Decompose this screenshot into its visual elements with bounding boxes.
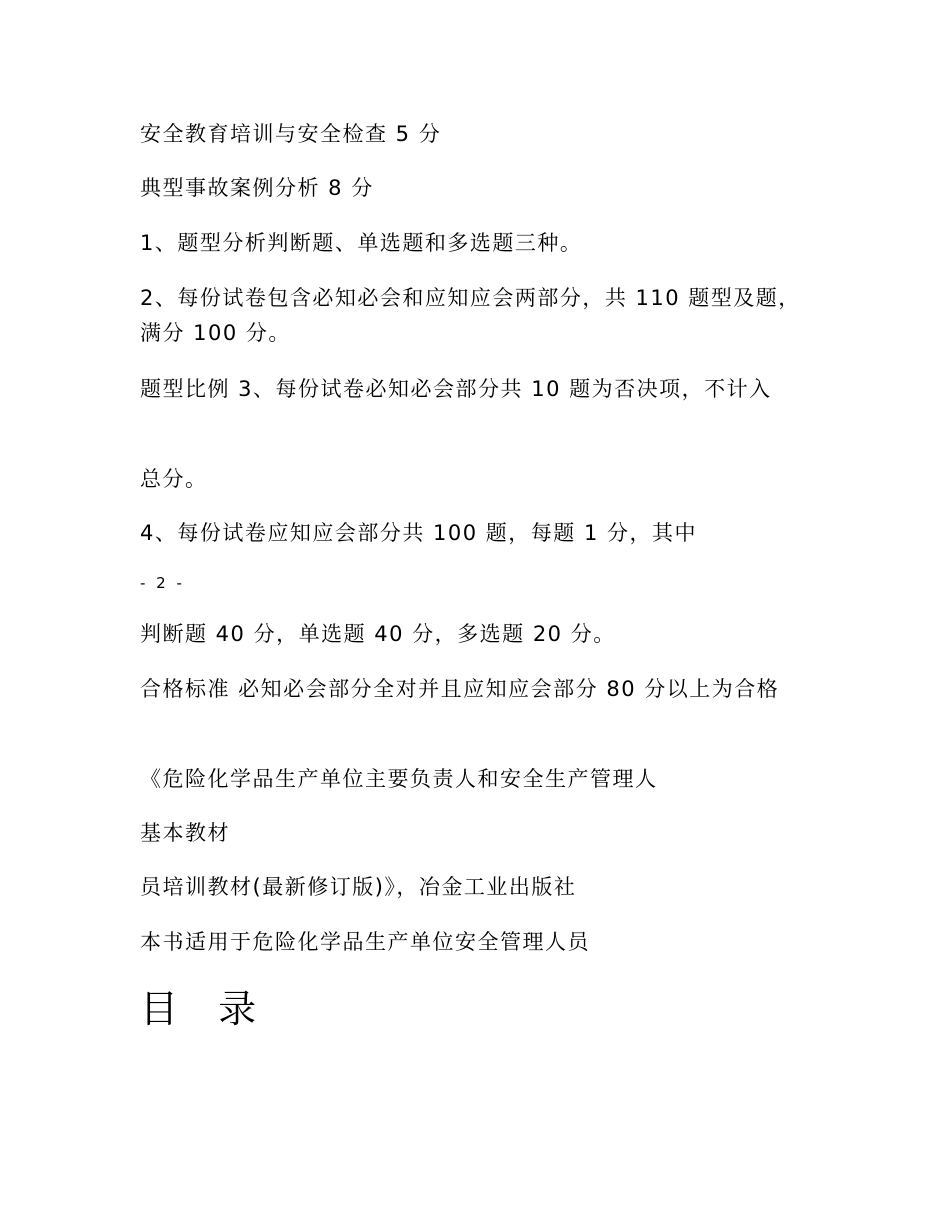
text-line-textbook-title: 《危险化学品生产单位主要负责人和安全生产管理人 [140, 767, 658, 791]
page-number: - 2 - [140, 574, 185, 592]
text-line-audience: 本书适用于危险化学品生产单位安全管理人员 [140, 930, 590, 954]
text-line-score-breakdown: 判断题 40 分，单选题 40 分，多选题 20 分。 [140, 622, 616, 646]
text-line-question-types: 1、题型分析判断题、单选题和多选题三种。 [140, 231, 583, 255]
text-line-publisher: 员培训教材(最新修订版)》，冶金工业出版社 [140, 875, 577, 899]
text-line-paper-composition: 2、每份试卷包含必知必会和应知应会两部分，共 110 题型及题，满分 100 分。 [140, 286, 801, 345]
text-line-pass-standard: 合格标准 必知必会部分全对并且应知应会部分 80 分以上为合格 [140, 677, 780, 701]
text-line-basic-textbook: 基本教材 [140, 821, 230, 845]
text-line-score-section: 4、每份试卷应知应会部分共 100 题，每题 1 分，其中 [140, 521, 698, 545]
text-line-veto-items: 题型比例 3、每份试卷必知必会部分共 10 题为否决项，不计入 [140, 377, 772, 401]
text-line-safety-education: 安全教育培训与安全检查 5 分 [140, 122, 442, 146]
text-line-total-score: 总分。 [140, 467, 208, 491]
toc-heading: 目 录 [140, 987, 271, 1031]
text-line-case-analysis: 典型事故案例分析 8 分 [140, 176, 374, 200]
